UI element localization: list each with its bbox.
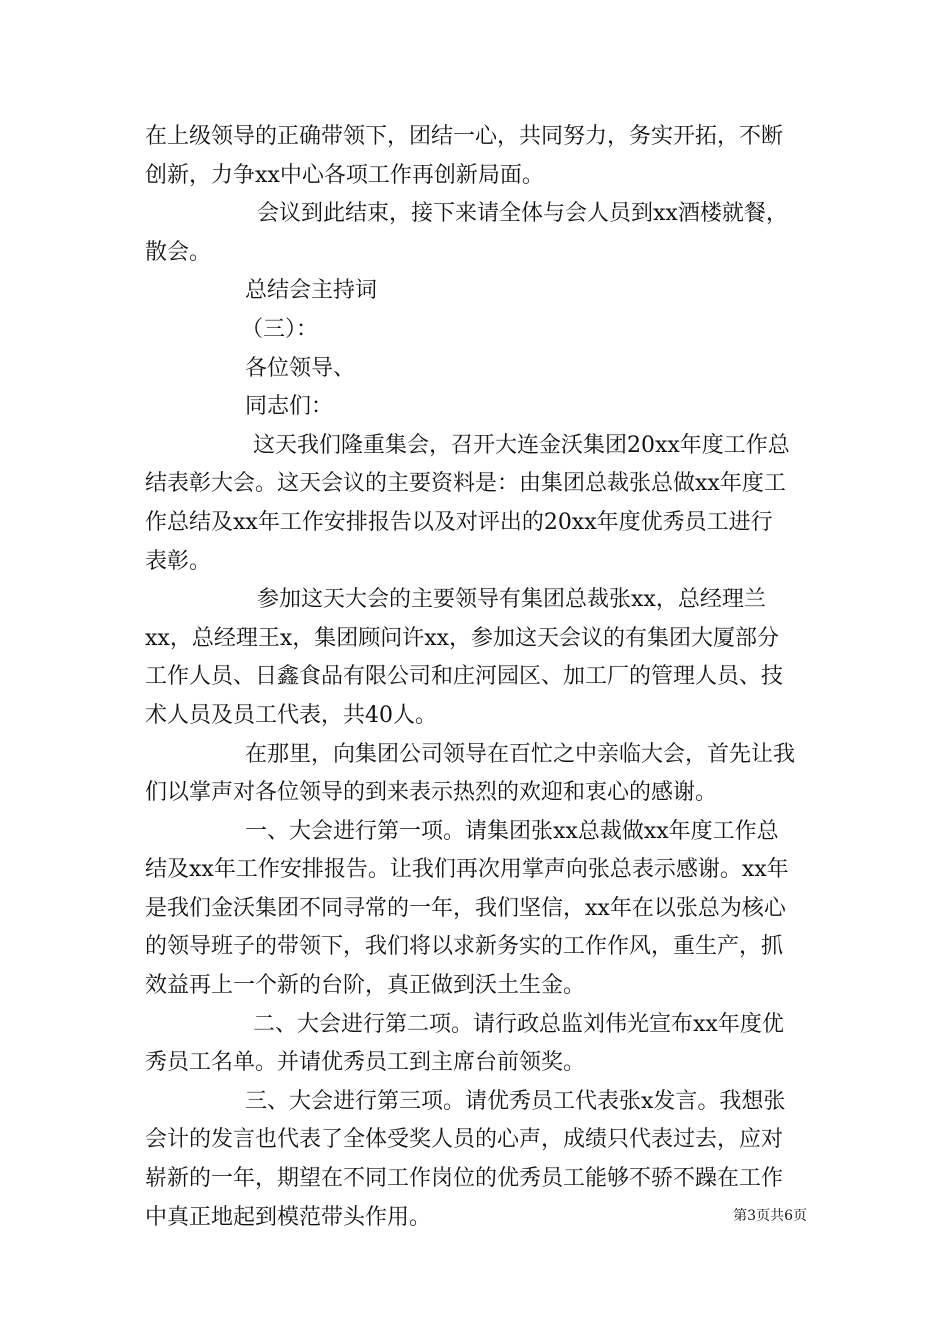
text-line: 一、大会进行第一项。请集团张xx总裁做xx年度工作总 xyxy=(245,818,779,844)
text-line: 会议到此结束，接下来请全体与会人员到xx酒楼就餐， xyxy=(257,201,788,227)
text-line: 效益再上一个新的台阶，真正做到沃土生金。 xyxy=(145,973,586,999)
text-line: 结及xx年工作安排报告。让我们再次用掌声向张总表示感谢。xx年 xyxy=(145,857,789,883)
section-title: 总结会主持词 xyxy=(245,278,378,304)
text-line: 参加这天大会的主要领导有集团总裁张xx，总经理兰 xyxy=(257,587,766,613)
salutation-line: 同志们： xyxy=(245,394,334,420)
text-line: 在上级领导的正确带领下，团结一心，共同努力，务实开拓，不断 xyxy=(145,124,784,149)
section-number: （三）： xyxy=(241,316,319,342)
text-line: 在那里，向集团公司领导在百忙之中亲临大会，首先让我 xyxy=(245,741,796,767)
text-line: 表彰。 xyxy=(145,548,212,574)
text-line: 工作人员、日鑫食品有限公司和庄河园区、加工厂的管理人员、技 xyxy=(145,664,784,690)
text-line: 散会。 xyxy=(145,239,212,265)
text-line: 会计的发言也代表了全体受奖人员的心声，成绩只代表过去，应对 xyxy=(145,1127,784,1153)
text-line: 中真正地起到模范带头作用。 xyxy=(145,1204,432,1230)
text-line: 崭新的一年，期望在不同工作岗位的优秀员工能够不骄不躁在工作 xyxy=(145,1166,784,1192)
text-line: 这天我们隆重集会，召开大连金沃集团20xx年度工作总 xyxy=(253,432,790,458)
salutation-line: 各位领导、 xyxy=(245,355,356,381)
page-number: 第3页共6页 xyxy=(733,1208,807,1224)
text-line: 的领导班子的带领下，我们将以求新务实的工作作风，重生产，抓 xyxy=(145,934,784,960)
text-line: 创新，力争xx中心各项工作再创新局面。 xyxy=(145,162,544,188)
text-line: 们以掌声对各位领导的到来表示热烈的欢迎和衷心的感谢。 xyxy=(145,780,718,806)
text-line: 作总结及xx年工作安排报告以及对评出的20xx年度优秀员工进行 xyxy=(145,509,773,535)
document-body xyxy=(145,118,807,1237)
text-line: 术人员及员工代表，共40人。 xyxy=(145,702,437,728)
text-line: xx，总经理王x，集团顾问许xx，参加这天会议的有集团大厦部分 xyxy=(145,625,780,651)
text-line: 三、大会进行第三项。请优秀员工代表张x发言。我想张 xyxy=(245,1088,786,1114)
text-line: 秀员工名单。并请优秀员工到主席台前领奖。 xyxy=(145,1050,586,1076)
text-line: 是我们金沃集团不同寻常的一年，我们坚信，xx年在以张总为核心 xyxy=(145,895,786,921)
text-line: 二、大会进行第二项。请行政总监刘伟光宣布xx年度优 xyxy=(253,1011,784,1037)
text-line: 结表彰大会。这天会议的主要资料是：由集团总裁张总做xx年度工 xyxy=(145,471,786,497)
